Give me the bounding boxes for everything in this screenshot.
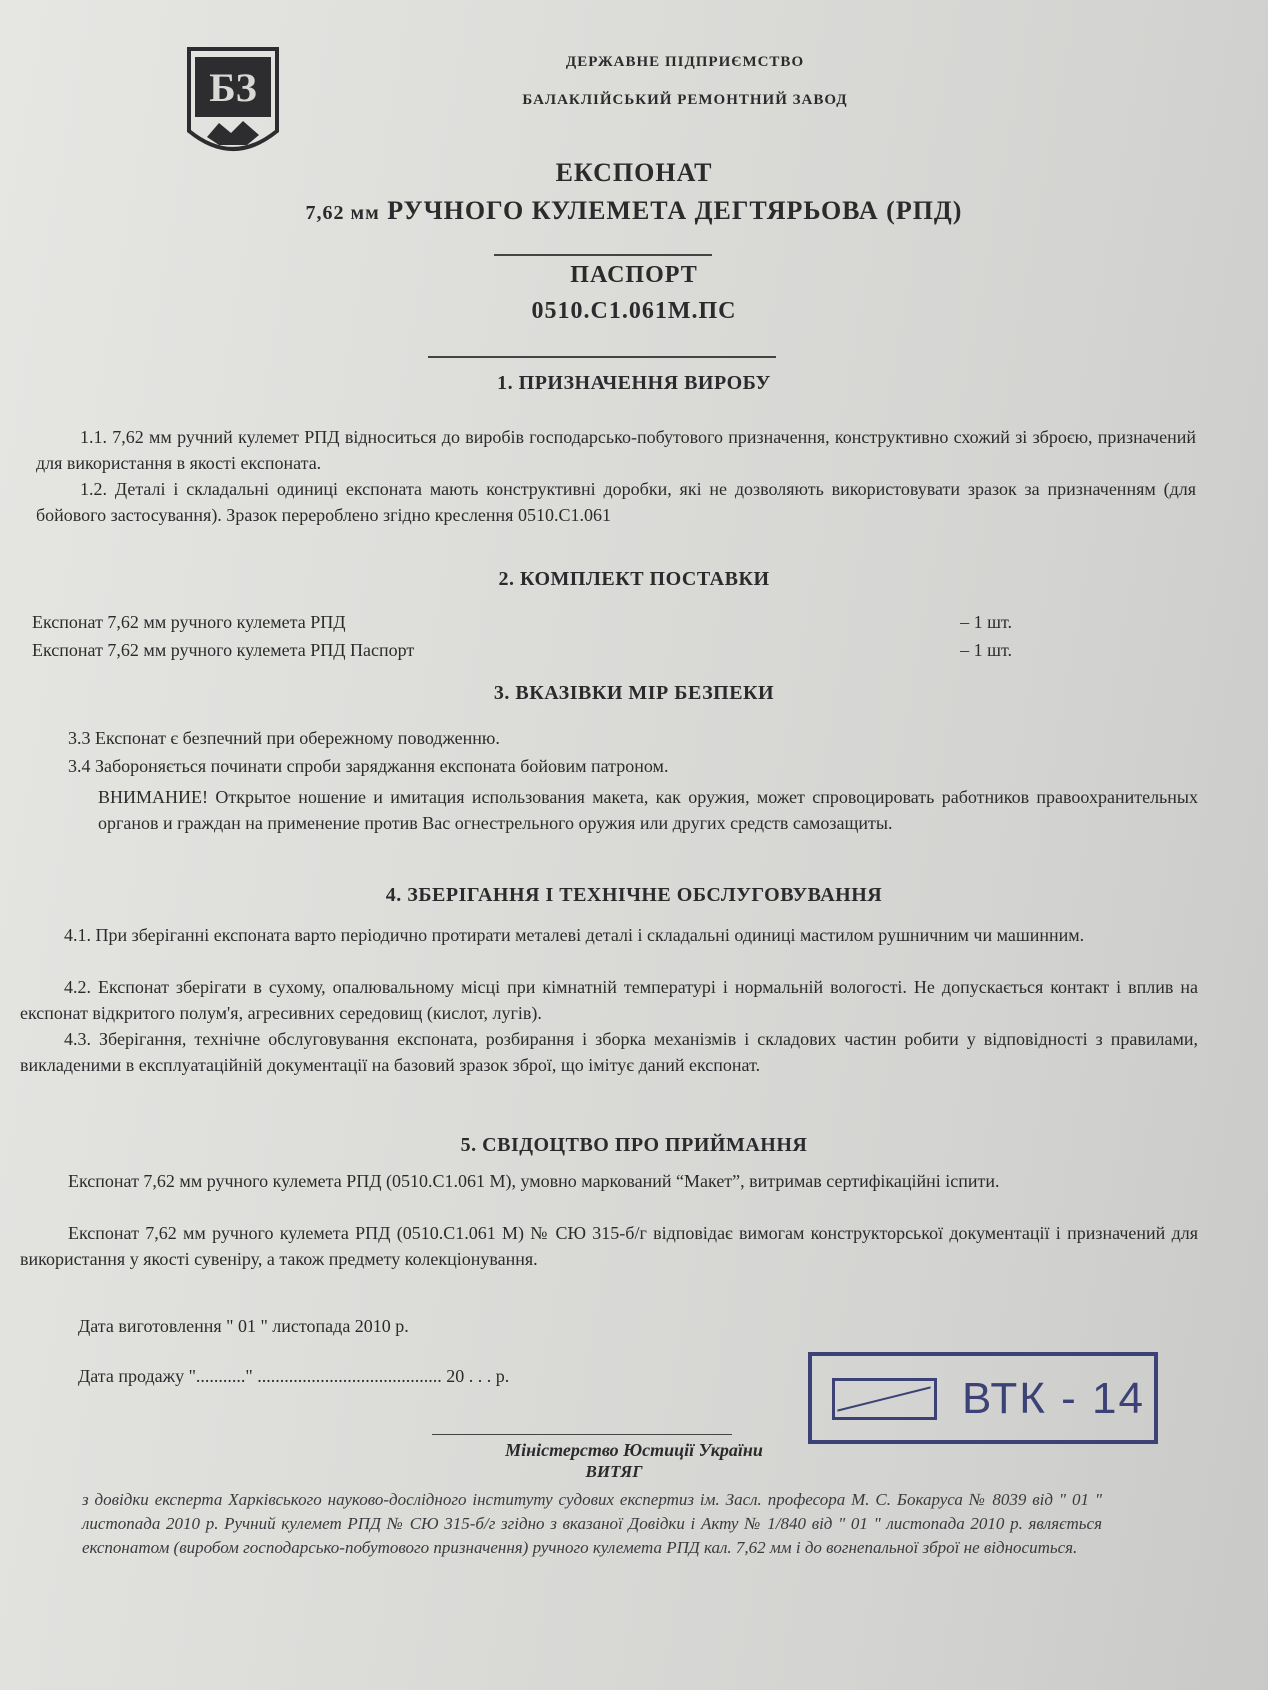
kit-row <box>32 640 1012 661</box>
kit-qty: – 1 шт. <box>960 612 1012 632</box>
divider <box>432 1434 732 1435</box>
kit-item: Експонат 7,62 мм ручного кулемета РПД <box>32 612 346 632</box>
logo-letters: БЗ <box>209 65 257 110</box>
extract-text: з довідки експерта Харківського науково-дослідного інституту судових експертиз ім. Засл. професора М. С. Бокаруса № 8039 від " 01 " листопада 2010 р. Ручний кулемет РПД № СЮ 315-б/г згідно з вказаної Довідки і Акту № 1/840 від " 01 " листопада 2010 р. являється експонатом (виробом господарсько-побутового призначення) ручного кулемета РПД кал. 7,62 мм і до вогнепальної зброї не відноситься. <box>82 1490 1102 1557</box>
kit-qty: – 1 шт. <box>960 640 1012 660</box>
section-heading-4: 4. ЗБЕРІГАННЯ І ТЕХНІЧНЕ ОБСЛУГОВУВАННЯ <box>385 884 883 906</box>
extract-title: ВИТЯГ <box>585 1462 643 1481</box>
doc-title-weapon <box>0 196 1268 226</box>
kit-item: Експонат 7,62 мм ручного кулемета РПД Паспорт <box>32 640 415 660</box>
warning-text: ВНИМАНИЕ! Открытое ношение и имитация использования макета, как оружия, может спровоцировать работников правоохранительных органов и граждан на применение против Вас огнестрельного оружия или других средств самозащиты. <box>98 787 1198 833</box>
caliber: 7,62 мм <box>305 202 380 224</box>
paragraph-4-3: 4.3. Зберігання, технічне обслуговування експоната, розбирання і зборка механізмів і складових частин робити у відповідності з правилами, викладеними в експлуатаційній документації на базовий зразок зброї, що імітує даний експонат. <box>20 1029 1198 1075</box>
sale-date: Дата продажу "..........." ......................................... 20 . . . р. <box>78 1366 510 1386</box>
paragraph-3-4: 3.4 Забороняється починати спроби заряджання експоната бойовим патроном. <box>68 756 669 776</box>
factory-emblem-icon <box>185 45 281 165</box>
manufacture-date: Дата виготовлення " 01 " листопада 2010 р. <box>78 1316 409 1336</box>
paragraph-4-2: 4.2. Експонат зберігати в сухому, опалювальному місці при кімнатній температурі і нормальній вологості. Не допускається контакт і вплив на експонат відкритого полум'я, агресивних середовищ (кислот, лугів). <box>20 977 1198 1023</box>
paragraph-4-1: 4.1. При зберіганні експоната варто періодично протирати металеві деталі і складальні одиниці мастилом рушничним чи машинним. <box>64 925 1085 945</box>
doc-title-exhibit: ЕКСПОНАТ <box>555 158 713 187</box>
org-name: БАЛАКЛІЙСЬКИЙ РЕМОНТНИЙ ЗАВОД <box>522 92 848 108</box>
section-heading-2: 2. КОМПЛЕКТ ПОСТАВКИ <box>498 568 770 590</box>
paragraph-1-1: 1.1. 7,62 мм ручний кулемет РПД відноситься до виробів господарсько-побутового призначення, конструктивно схожий зі зброєю, призначений для використання в якості експоната. <box>36 427 1196 473</box>
weapon-name: РУЧНОГО КУЛЕМЕТА ДЕГТЯРЬОВА (РПД) <box>387 196 963 225</box>
section-heading-3: 3. ВКАЗІВКИ МІР БЕЗПЕКИ <box>493 682 775 704</box>
paragraph-1-2: 1.2. Деталі і складальні одиниці експоната мають конструктивні доробки, які не дозволяють використовувати зразок за призначенням (для бойового застосування). Зразок перероблено згідно креслення 0510.С1.061 <box>36 479 1196 525</box>
paragraph-5-2: Експонат 7,62 мм ручного кулемета РПД (0510.С1.061 М) № СЮ 315-б/г відповідає вимогам конструкторської документації і призначений для використання у якості сувеніру, а також предмету колекціонування. <box>20 1223 1198 1269</box>
section-heading-1: 1. ПРИЗНАЧЕННЯ ВИРОБУ <box>497 372 771 394</box>
org-type: ДЕРЖАВНЕ ПІДПРИЄМСТВО <box>565 54 805 70</box>
stamp-text: ВТК - 14 <box>962 1374 1145 1423</box>
section-heading-5: 5. СВІДОЦТВО ПРО ПРИЙМАННЯ <box>460 1134 808 1156</box>
paragraph-5-1: Експонат 7,62 мм ручного кулемета РПД (0510.С1.061 М), умовно маркований “Макет”, витримав сертифікаційні іспити. <box>68 1171 1000 1191</box>
divider <box>428 356 776 358</box>
divider <box>494 254 712 256</box>
ministry-name: Міністерство Юстиції України <box>505 1440 763 1460</box>
kit-row <box>32 612 1012 633</box>
doc-number: 0510.С1.061М.ПС <box>531 298 737 324</box>
qc-stamp <box>808 1352 1158 1444</box>
paragraph-3-3: 3.3 Експонат є безпечний при обережному поводженню. <box>68 728 500 748</box>
doc-title-passport: ПАСПОРТ <box>570 262 698 288</box>
